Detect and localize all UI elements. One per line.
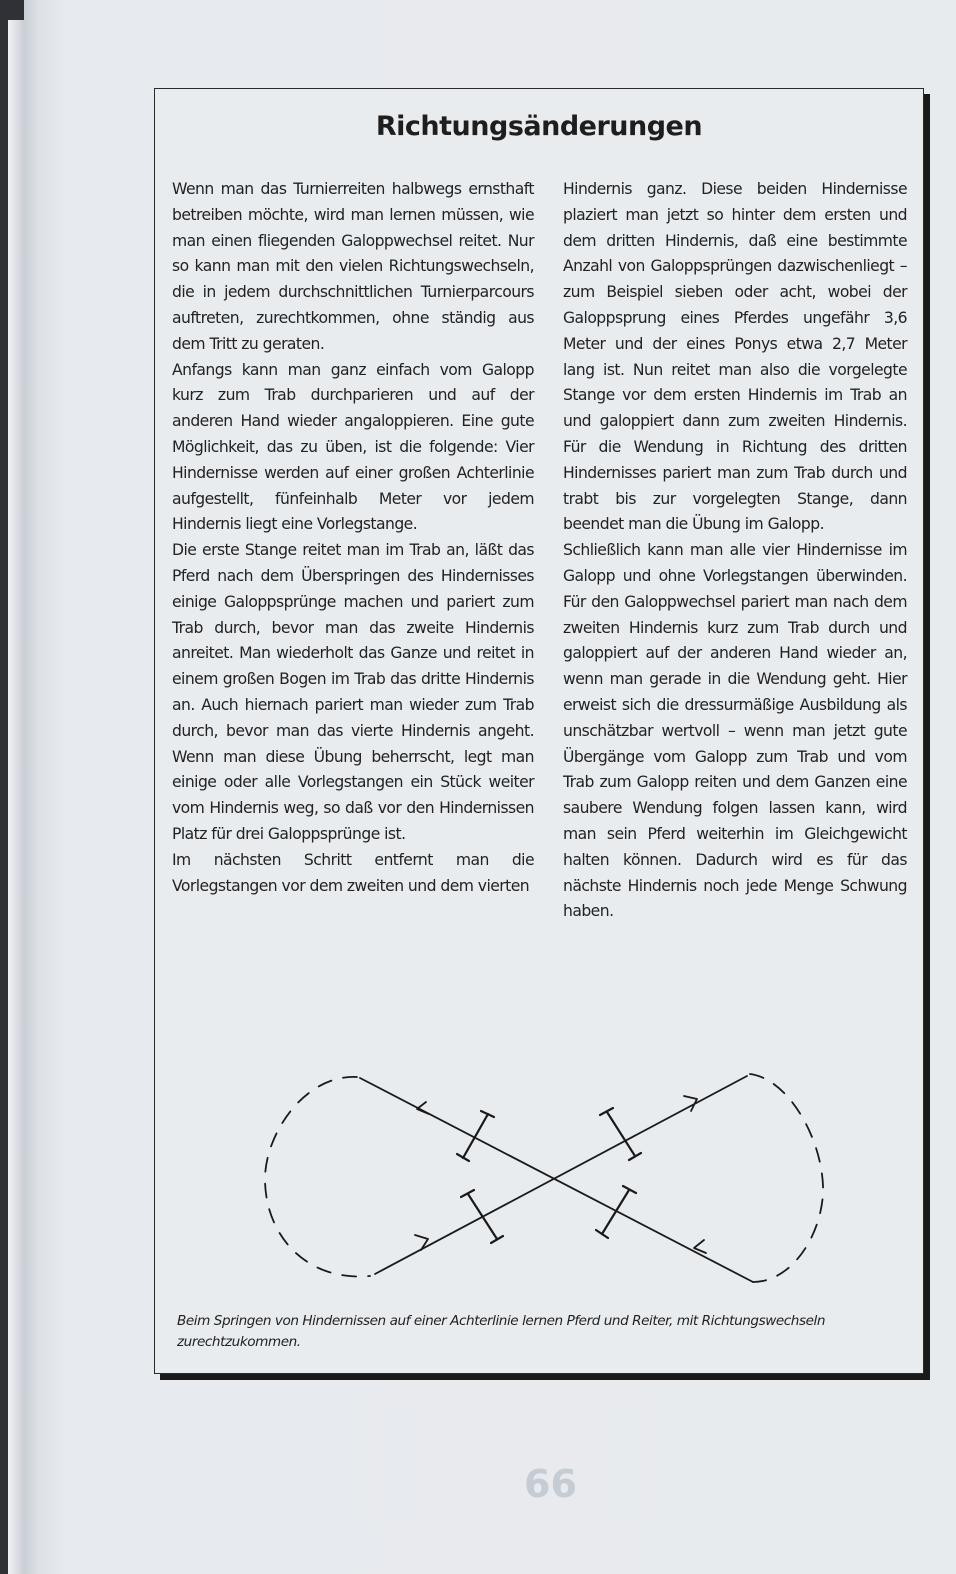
hurdle-icon [457, 1111, 494, 1161]
hurdle-icon [600, 1108, 641, 1160]
sidebar-box [154, 88, 924, 1374]
arrow-icon [694, 1240, 706, 1253]
page-number: 66 [524, 1462, 577, 1506]
paragraph: Wenn man das Turnierreiten halbwegs ernsthaft betreiben möchte, wird man lernen müssen, wie man einen fliegenden Galoppwechsel reitet. Nur so kann man mit den vielen Richtungswechseln, die in jedem durchschnittlichen Turnierparcours auftreten, zurechtkommen, ohne ständig aus dem Tritt zu geraten. [172, 180, 534, 353]
paragraph: Die erste Stange reitet man im Trab an, läßt das Pferd nach dem Überspringen des Hindernisses einige Galoppsprünge machen und pariert zum Trab durch, bevor man das zweite Hindernis anreitet. Man wiederholt das Ganze und reitet in einem großen Bogen im Trab das dritte Hindernis an. Auch hiernach pariert man wieder zum Trab durch, bevor man das vierte Hindernis angeht. Wenn man diese Übung beherrscht, legt man einige oder alle Vorlegstangen ein Stück weiter vom Hindernis weg, so daß vor den Hindernissen Platz für drei Galoppsprünge ist. [172, 541, 534, 843]
book-page [24, 0, 956, 1574]
diagonal-line-2 [375, 1076, 747, 1274]
right-loop-path [750, 1074, 823, 1282]
left-loop-path [265, 1077, 370, 1277]
right-column [563, 177, 907, 925]
paragraph: Schließlich kann man alle vier Hindernisse im Galopp und ohne Vorlegstangen überwinden. Für den Galoppwechsel pariert man nach dem zweiten Hindernis kurz zum Trab durch und galoppiert auf der anderen Hand wieder an, wenn man gerade in die Wendung geht. Hier erweist sich die dressurmäßige Ausbildung als unschätzbar wertvoll – wenn man jetzt gute Übergänge vom Galopp zum Trab und vom Trab zum Galopp reiten und dem Ganzen eine saubere Wendung folgen lassen kann, wird man sein Pferd weiterhin im Gleichgewicht halten können. Dadurch wird es für das nächste Hindernis noch jede Menge Schwung haben. [563, 541, 907, 921]
page-title: Richtungsänderungen [375, 111, 703, 142]
paragraph: Im nächsten Schritt entfernt man die Vorlegstangen vor dem zweiten und dem vierten [172, 850, 534, 895]
hurdle-icon [596, 1186, 636, 1238]
left-column [172, 177, 534, 899]
figure-caption: Beim Springen von Hindernissen auf einer Achterlinie lernen Pferd und Reiter, mit Richtungswechseln zurechtzukommen. [177, 1313, 826, 1350]
figure-eight-diagram [245, 1054, 825, 1304]
paragraph: Hindernis ganz. Diese beiden Hindernisse plaziert man jetzt so hinter dem ersten und dem dritten Hindernis, daß eine bestimmte Anzahl von Galoppsprüngen dazwischenliegt – zum Beispiel sieben oder acht, wobei der Galoppsprung eines Pferdes ungefähr 3,6 Meter und der eines Ponys etwa 2,7 Meter lang ist. Nun reitet man also die vorgelegte Stange vor dem ersten Hindernis im Trab an und galoppiert dann zum zweiten Hindernis. Für die Wendung in Richtung des dritten Hindernisses pariert man zum Trab durch und trabt bis zur vorgelegten Stange, dann beendet man die Übung im Galopp. [563, 180, 907, 534]
paragraph: Anfangs kann man ganz einfach vom Galopp kurz zum Trab durchparieren und auf der anderen Hand wieder angaloppieren. Eine gute Möglichkeit, das zu üben, ist die folgende: Vier Hindernisse werden auf einer großen Achterlinie aufgestellt, fünfeinhalb Meter vor jedem Hindernis liegt eine Vorlegstange. [172, 360, 534, 534]
hurdle-icon [461, 1190, 503, 1243]
